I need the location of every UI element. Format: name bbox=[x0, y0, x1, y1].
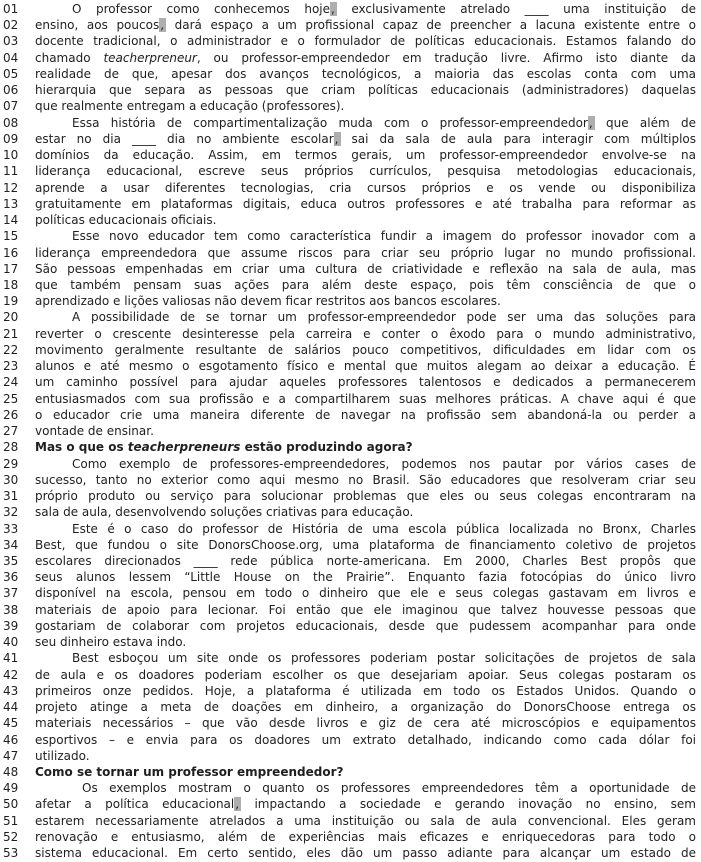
line-text bbox=[35, 472, 701, 488]
text-segment: Esse novo educador tem como característica fundir a imagem do professor inovador com a bbox=[72, 229, 696, 244]
line-text bbox=[35, 423, 701, 439]
line-text bbox=[35, 732, 701, 748]
text-line bbox=[0, 521, 701, 537]
text-line bbox=[0, 472, 701, 488]
text-line bbox=[0, 228, 701, 244]
line-text bbox=[35, 439, 701, 455]
highlighted-comma: , bbox=[160, 18, 165, 33]
text-segment: sala de aula, desenvolvendo soluções criativas para educação. bbox=[35, 505, 414, 520]
line-number: 06 bbox=[3, 83, 19, 98]
line-number: 01 bbox=[3, 2, 19, 16]
line-text bbox=[35, 309, 701, 325]
text-segment: renovação e entusiasmo, além de experiências mais eficazes e enriquecedoras para todo o bbox=[35, 829, 696, 844]
text-segment: gostariam de colaborar com projetos educacionais, desde que pudessem acompanhar para onde bbox=[35, 618, 696, 633]
line-text bbox=[35, 17, 701, 33]
line-number: 21 bbox=[3, 326, 19, 341]
line-number: 25 bbox=[3, 391, 19, 406]
text-line bbox=[0, 683, 701, 699]
line-text bbox=[35, 748, 701, 764]
text-line bbox=[0, 699, 701, 715]
text-segment: o educador crie uma maneira diferente de navegar na profissão sem abandoná-la ou perder a bbox=[35, 407, 696, 422]
text-segment: estão produzindo agora? bbox=[240, 440, 413, 455]
line-number: 02 bbox=[3, 18, 19, 33]
text-segment: docente tradicional, o administrador e o formulador de políticas educacionais. Estamos falando do bbox=[35, 34, 696, 49]
text-line bbox=[0, 212, 701, 228]
line-number: 18 bbox=[3, 277, 19, 292]
text-line bbox=[0, 196, 701, 212]
line-text bbox=[35, 764, 701, 780]
line-text bbox=[35, 715, 701, 731]
line-number: 17 bbox=[3, 261, 19, 276]
line-text bbox=[35, 245, 701, 261]
line-text bbox=[35, 391, 701, 407]
text-line bbox=[0, 845, 701, 861]
text-segment: que além de bbox=[594, 115, 696, 130]
line-text bbox=[35, 228, 701, 244]
text-line bbox=[0, 764, 701, 780]
text-segment: materiais necessários – que vão desde livros e giz de cera até microscópios e equipamentos bbox=[35, 716, 696, 731]
text-line bbox=[0, 261, 701, 277]
text-line bbox=[0, 131, 701, 147]
text-line bbox=[0, 115, 701, 131]
text-line bbox=[0, 277, 701, 293]
line-text bbox=[35, 618, 701, 634]
line-text bbox=[35, 829, 701, 845]
line-text bbox=[35, 456, 701, 472]
line-number: 27 bbox=[3, 424, 19, 439]
text-line bbox=[0, 98, 701, 114]
text-line bbox=[0, 17, 701, 33]
line-text bbox=[35, 212, 701, 228]
text-segment: teacherpreneurs bbox=[127, 440, 241, 455]
line-text bbox=[35, 277, 701, 293]
line-number: 43 bbox=[3, 683, 19, 698]
line-text bbox=[35, 163, 701, 179]
text-segment: Como exemplo de professores-empreendedores, podemos nos pautar por vários cases de bbox=[72, 456, 696, 471]
line-number: 03 bbox=[3, 34, 19, 49]
text-segment: , ou professor-empreendedor em tradução livre. Afirmo isto diante da bbox=[196, 50, 696, 65]
text-line bbox=[0, 780, 701, 796]
line-number: 12 bbox=[3, 180, 19, 195]
line-number: 52 bbox=[3, 829, 19, 844]
line-text bbox=[35, 634, 701, 650]
text-segment: O professor como conhecemos hoje bbox=[72, 2, 331, 16]
line-number: 34 bbox=[3, 537, 19, 552]
text-segment: São pessoas empenhadas em criar uma cultura de criatividade e reflexão na sala de aula, mas bbox=[35, 261, 696, 276]
text-segment: esportivos – e envia para os doadores um extrato detalhado, indicando como cada dólar foi bbox=[35, 732, 696, 747]
text-segment: estarem necessariamente atrelados a uma instituição ou sala de aula convencional. Eles geram bbox=[35, 813, 696, 828]
text-line bbox=[0, 585, 701, 601]
text-segment: disponível na escola, pensou em todo o dinheiro que ele e seus colegas gastavam em livros e bbox=[35, 586, 696, 601]
text-segment: sucesso, tanto no exterior como aqui mesmo no Brasil. São educadores que resolveram criar seu bbox=[35, 472, 696, 487]
line-text bbox=[35, 504, 701, 520]
text-line bbox=[0, 423, 701, 439]
line-text bbox=[35, 98, 701, 114]
text-line bbox=[0, 488, 701, 504]
line-text bbox=[35, 131, 701, 147]
text-line bbox=[0, 667, 701, 683]
highlighted-comma: , bbox=[331, 2, 335, 16]
line-text bbox=[35, 374, 701, 390]
text-line bbox=[0, 569, 701, 585]
text-line bbox=[0, 732, 701, 748]
text-segment: primeiros onze pedidos. Hoje, a plataforma é utilizada em todo os Estados Unidos. Quando o bbox=[35, 683, 696, 698]
line-number: 37 bbox=[3, 586, 19, 601]
text-segment: exclusivamente atrelado ____ uma instituição de bbox=[336, 2, 696, 16]
text-line bbox=[0, 1, 701, 17]
text-segment: movimento geralmente resultante de salários pouco competitivos, dificuldades em lidar com os bbox=[35, 342, 696, 357]
highlighted-comma: , bbox=[588, 115, 593, 130]
line-text bbox=[35, 342, 701, 358]
text-segment: dará espaço a um profissional capaz de preencher a lacuna existente entre o bbox=[166, 18, 697, 33]
line-number: 32 bbox=[3, 505, 19, 520]
line-number: 41 bbox=[3, 651, 19, 666]
text-segment: ensino, aos poucos bbox=[35, 18, 160, 33]
text-segment: chamado bbox=[35, 50, 104, 65]
line-text bbox=[35, 293, 701, 309]
line-text bbox=[35, 261, 701, 277]
text-line bbox=[0, 796, 701, 812]
line-text bbox=[35, 521, 701, 537]
highlighted-comma: , bbox=[334, 131, 339, 146]
text-line bbox=[0, 618, 701, 634]
text-segment: realidade de que, apesar dos avanços tecnológicos, a maioria das escolas conta com uma bbox=[35, 66, 696, 81]
text-segment: próprio produto ou serviço para solucionar problemas que eles ou seus colegas encontraram na bbox=[35, 489, 696, 504]
line-number: 15 bbox=[3, 229, 19, 244]
text-segment: afetar a política educacional bbox=[35, 797, 235, 812]
text-line bbox=[0, 180, 701, 196]
text-segment: reverter o crescente desinteresse pela carreira e conter o êxodo para o mundo administrativo, bbox=[35, 326, 696, 341]
line-number: 22 bbox=[3, 342, 19, 357]
line-number: 48 bbox=[3, 765, 19, 780]
line-text bbox=[35, 780, 701, 796]
text-segment: Os exemplos mostram o quanto os professores empreendedores têm a oportunidade de bbox=[82, 781, 696, 796]
text-line bbox=[0, 407, 701, 423]
text-segment: sistema educacional. Em certo sentido, eles dão um passo adiante para alcançar um estado de bbox=[35, 846, 696, 861]
line-number: 50 bbox=[3, 797, 19, 812]
text-segment: alunos e até mesmo o esgotamento físico e mental que muitos alegam ao deixar a educação. É bbox=[35, 359, 696, 374]
text-line bbox=[0, 602, 701, 618]
text-segment: um caminho possível para ajudar aqueles professores talentosos e dedicados a permanecerem bbox=[35, 375, 696, 390]
text-segment: sai da sala de aula para interagir com múltiplos bbox=[340, 131, 696, 146]
text-line bbox=[0, 537, 701, 553]
text-segment: liderança educacional, escreve seus próprios currículos, pesquisa metodologias educacionais, bbox=[35, 164, 696, 179]
text-line bbox=[0, 245, 701, 261]
text-line bbox=[0, 33, 701, 49]
text-segment: hierarquia que separa as pessoas que criam políticas educacionais (administradores) daquelas bbox=[35, 83, 696, 98]
line-text bbox=[35, 537, 701, 553]
text-line bbox=[0, 748, 701, 764]
line-text bbox=[35, 82, 701, 98]
line-number: 09 bbox=[3, 131, 19, 146]
line-number: 42 bbox=[3, 667, 19, 682]
text-segment: que realmente entregam a educação (professores). bbox=[35, 99, 345, 114]
text-line bbox=[0, 50, 701, 66]
text-line bbox=[0, 439, 701, 455]
text-line bbox=[0, 829, 701, 845]
line-number: 24 bbox=[3, 375, 19, 390]
text-segment: que também pensam suas ações para além deste espaço, pois têm consciência de que o bbox=[35, 277, 696, 292]
text-line bbox=[0, 163, 701, 179]
line-number: 04 bbox=[3, 50, 19, 65]
line-text bbox=[35, 650, 701, 666]
line-number: 47 bbox=[3, 748, 19, 763]
text-segment: estar no dia ____ dia no ambiente escolar bbox=[35, 131, 334, 146]
line-text bbox=[35, 602, 701, 618]
line-text bbox=[35, 147, 701, 163]
text-line bbox=[0, 813, 701, 829]
line-number: 30 bbox=[3, 472, 19, 487]
text-line bbox=[0, 293, 701, 309]
line-text bbox=[35, 796, 701, 812]
line-text bbox=[35, 553, 701, 569]
text-segment: seu dinheiro estava indo. bbox=[35, 635, 187, 650]
line-text bbox=[35, 813, 701, 829]
text-segment: de aula e os doadores poderiam escolher os que desejariam apoiar. Seus colegas postaram os bbox=[35, 667, 696, 682]
text-segment: Como se tornar um professor empreendedor? bbox=[35, 765, 344, 780]
text-segment: políticas educacionais oficiais. bbox=[35, 213, 217, 228]
text-line bbox=[0, 309, 701, 325]
line-text bbox=[35, 180, 701, 196]
line-number: 07 bbox=[3, 99, 19, 114]
line-number: 11 bbox=[3, 164, 19, 179]
text-line bbox=[0, 391, 701, 407]
line-text bbox=[35, 1, 701, 17]
line-text bbox=[35, 33, 701, 49]
line-number: 33 bbox=[3, 521, 19, 536]
text-line bbox=[0, 553, 701, 569]
line-number: 19 bbox=[3, 294, 19, 309]
text-segment: domínios da educação. Assim, em termos gerais, um professor-empreendedor envolve-se na bbox=[35, 148, 696, 163]
text-segment: Este é o caso do professor de História de uma escola pública localizada no Bronx, Charles bbox=[72, 521, 696, 536]
line-number: 13 bbox=[3, 196, 19, 211]
line-number: 51 bbox=[3, 813, 19, 828]
line-text bbox=[35, 488, 701, 504]
line-number: 20 bbox=[3, 310, 19, 325]
line-text bbox=[35, 667, 701, 683]
text-segment: Best esboçou um site onde os professores poderiam postar solicitações de projetos de sala bbox=[72, 651, 696, 666]
line-number: 40 bbox=[3, 635, 19, 650]
text-segment: aprendizado e lições valiosas não devem ficar restritos aos bancos escolares. bbox=[35, 294, 501, 309]
text-segment: projeto atinge a meta de doações em dinheiro, a organização do DonorsChoose entrega os bbox=[35, 700, 696, 715]
line-text bbox=[35, 196, 701, 212]
line-number: 35 bbox=[3, 553, 19, 568]
line-text bbox=[35, 699, 701, 715]
line-number: 38 bbox=[3, 602, 19, 617]
line-text bbox=[35, 683, 701, 699]
text-segment: entusiasmados com sua profissão e a compartilharem suas melhores práticas. A chave aqui é que bbox=[35, 391, 696, 406]
text-segment: Mas o que os bbox=[35, 440, 128, 455]
text-segment: utilizado. bbox=[35, 748, 90, 763]
text-segment: impactando a sociedade e gerando inovação no ensino, sem bbox=[241, 797, 696, 812]
text-segment: vontade de ensinar. bbox=[35, 424, 154, 439]
line-number: 10 bbox=[3, 148, 19, 163]
line-number: 23 bbox=[3, 359, 19, 374]
line-number: 26 bbox=[3, 407, 19, 422]
text-line bbox=[0, 504, 701, 520]
text-segment: A possibilidade de se tornar um professor-empreendedor pode ser uma das soluções para bbox=[72, 310, 696, 325]
text-segment: teacherpreneur bbox=[103, 50, 197, 65]
highlighted-comma: , bbox=[235, 797, 240, 812]
text-line bbox=[0, 456, 701, 472]
line-number: 36 bbox=[3, 570, 19, 585]
line-text bbox=[35, 115, 701, 131]
text-line bbox=[0, 634, 701, 650]
text-line bbox=[0, 374, 701, 390]
line-text bbox=[35, 585, 701, 601]
text-line bbox=[0, 82, 701, 98]
line-text bbox=[35, 326, 701, 342]
text-line bbox=[0, 358, 701, 374]
text-segment: escolares direcionados ____ rede pública norte-americana. Em 2000, Charles Best propôs que bbox=[35, 553, 696, 568]
text-line bbox=[0, 715, 701, 731]
line-text bbox=[35, 569, 701, 585]
line-number: 28 bbox=[3, 440, 19, 455]
text-line bbox=[0, 650, 701, 666]
text-segment: aprende a usar diferentes tecnologias, cria cursos próprios e os vende ou disponibiliza bbox=[35, 180, 696, 195]
line-text bbox=[35, 66, 701, 82]
text-line bbox=[0, 326, 701, 342]
line-number: 08 bbox=[3, 115, 19, 130]
line-number: 16 bbox=[3, 245, 19, 260]
line-number: 29 bbox=[3, 456, 19, 471]
line-number: 53 bbox=[3, 846, 19, 861]
line-number: 31 bbox=[3, 489, 19, 504]
line-text bbox=[35, 845, 701, 861]
text-line bbox=[0, 66, 701, 82]
line-text bbox=[35, 50, 701, 66]
text-line bbox=[0, 147, 701, 163]
text-line bbox=[0, 342, 701, 358]
line-number: 05 bbox=[3, 66, 19, 81]
line-number: 44 bbox=[3, 700, 19, 715]
text-segment: gratuitamente em plataformas digitais, educa outros professores e até trabalha para reformar as bbox=[35, 196, 696, 211]
line-number: 45 bbox=[3, 716, 19, 731]
text-segment: materiais de apoio para lecionar. Foi então que ele imaginou que talvez houvesse pessoas que bbox=[35, 602, 696, 617]
line-number: 46 bbox=[3, 732, 19, 747]
line-number: 49 bbox=[3, 781, 19, 796]
line-number: 14 bbox=[3, 213, 19, 228]
text-segment: liderança empreendedora que assume riscos para criar seu próprio lugar no mundo profissional. bbox=[35, 245, 696, 260]
text-segment: seus alunos lessem “Little House on the Prairie”. Enquanto fazia fotocópias do único livro bbox=[35, 570, 696, 585]
text-segment: Best, que fundou o site DonorsChoose.org, uma plataforma de financiamento coletivo de projetos bbox=[35, 537, 696, 552]
text-lines bbox=[0, 1, 701, 861]
line-number: 39 bbox=[3, 618, 19, 633]
line-text bbox=[35, 407, 701, 423]
text-segment: Essa história de compartimentalização muda com o professor-empreendedor bbox=[72, 115, 588, 130]
line-text bbox=[35, 358, 701, 374]
